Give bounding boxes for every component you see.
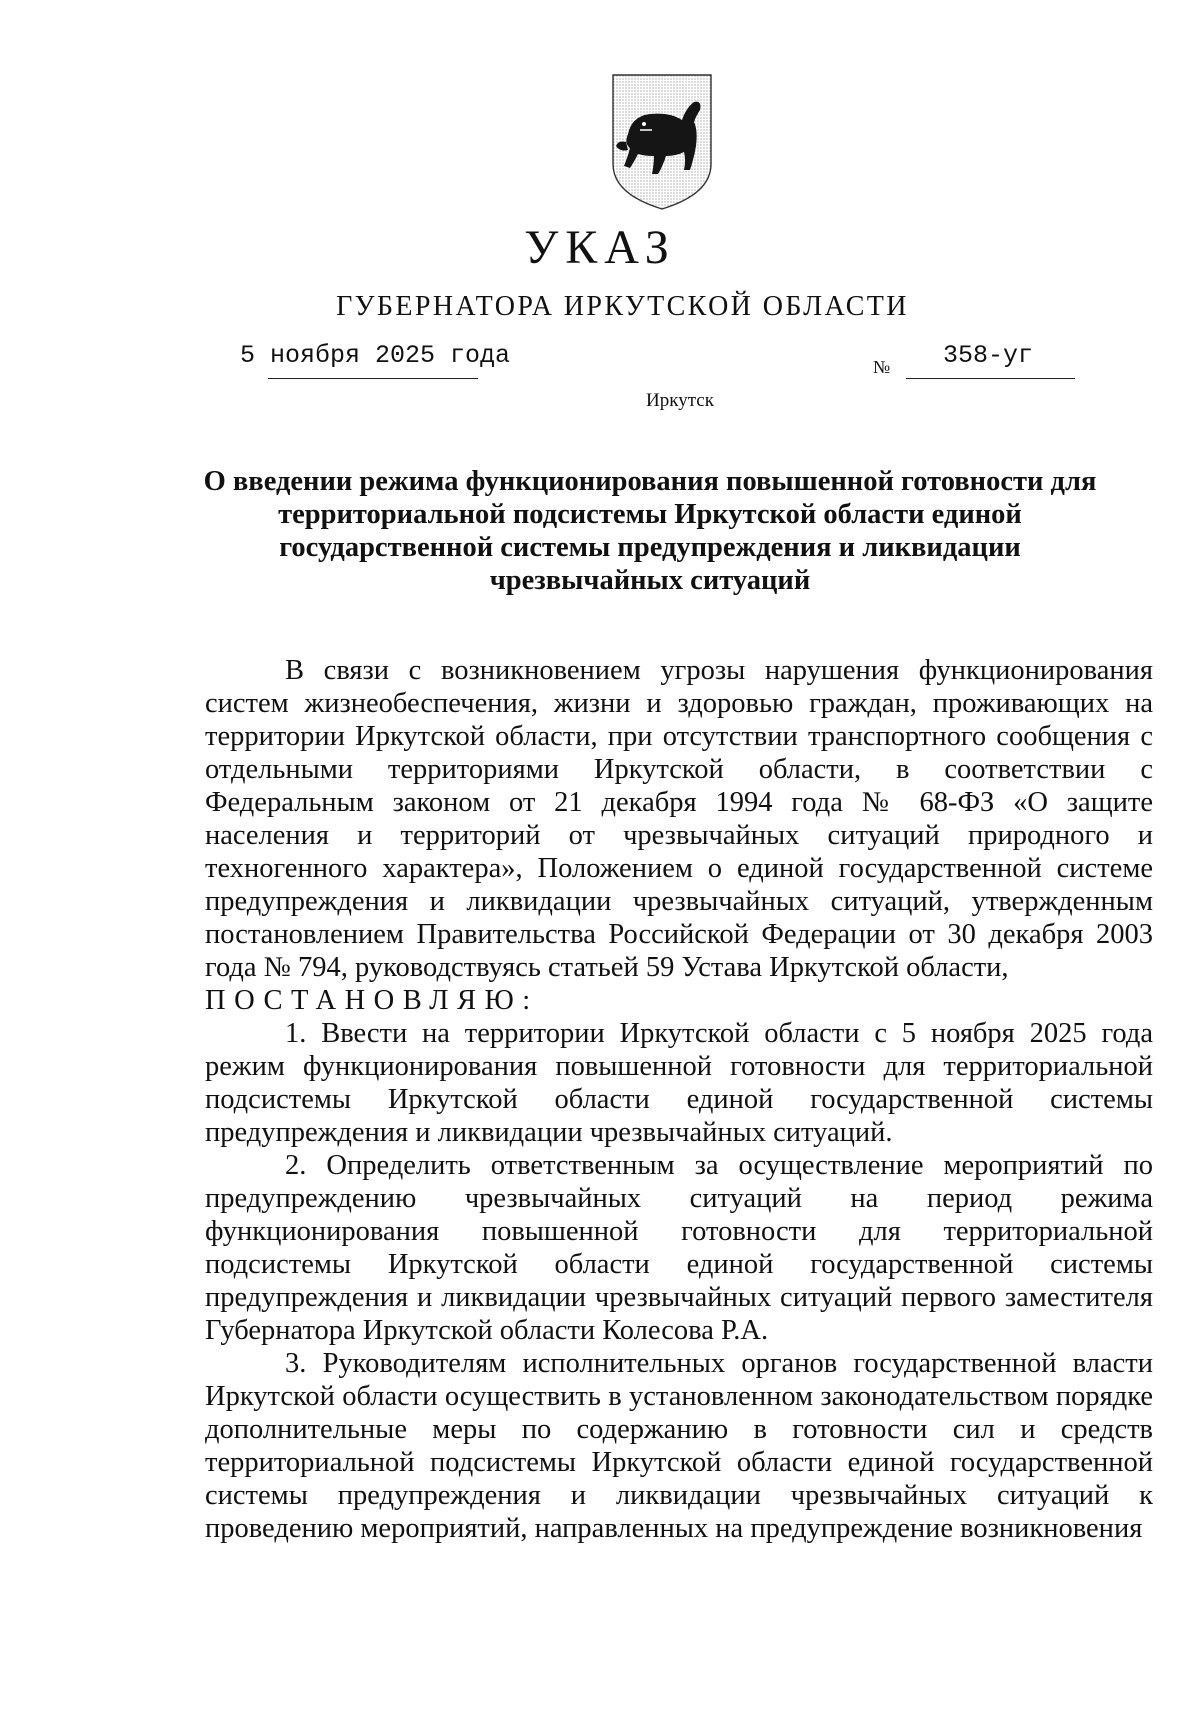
decree-word: ПОСТАНОВЛЯЮ:	[205, 985, 539, 1016]
number-underline	[906, 378, 1075, 379]
decree-item-2: 2. Определить ответственным за осуществление мероприятий по предупреждению чрезвычайных ситуаций на период режима функционирования повышенной готовности для территориальной подсистемы Иркутской области единой государственной системы предупреждения и ликвидации чрезвычайных ситуаций первого заместителя Губернатора Иркутской области Колесова Р.А.	[205, 1150, 1153, 1346]
decree-item-3: 3. Руководителям исполнительных органов государственной власти Иркутской области осуществить в установленном законодательством порядке дополнительные меры по содержанию в готовности сил и средств территориальной подсистемы Иркутской области единой государственной системы предупреждения и ликвидации чрезвычайных ситуаций к проведению мероприятий, направленных на предупреждение возникновения	[205, 1348, 1153, 1544]
number-sign: №	[873, 357, 891, 377]
document-heading: О введении режима функционирования повышенной готовности для территориальной подсистемы Иркутской области единой государственной системы предупреждения и ликвидации чрезвычайных ситуаций	[203, 466, 1097, 596]
preamble-paragraph: В связи с возникновением угрозы нарушения функционирования систем жизнеобеспечения, жизни и здоровью граждан, проживающих на территории Иркутской области, при отсутствии транспортного сообщения с отдельными территориями Иркутской области, в соответствии с Федеральным законом от 21 декабря 1994 года № 68-ФЗ «О защите населения и территорий от чрезвычайных ситуаций природного и техногенного характера», Положением о единой государственной системе предупреждения и ликвидации чрезвычайных ситуаций, утвержденным постановлением Правительства Российской Федерации от 30 декабря 2003 года № 794, руководствуясь статьей 59 Устава Иркутской области,	[205, 655, 1153, 983]
document-body	[205, 654, 1153, 1545]
document-city: Иркутск	[646, 390, 714, 411]
document-date: 5 ноября 2025 года	[240, 341, 511, 370]
document-number: 358-уг	[943, 341, 1034, 370]
decree-item-1: 1. Ввести на территории Иркутской области с 5 ноября 2025 года режим функционирования повышенной готовности для территориальной подсистемы Иркутской области единой государственной системы предупреждения и ликвидации чрезвычайных ситуаций.	[205, 1018, 1153, 1148]
document-title: УКАЗ	[524, 221, 676, 274]
document-subtitle: ГУБЕРНАТОРА ИРКУТСКОЙ ОБЛАСТИ	[336, 291, 909, 322]
irkutsk-coat-of-arms-icon	[610, 72, 714, 212]
date-underline	[268, 378, 478, 379]
